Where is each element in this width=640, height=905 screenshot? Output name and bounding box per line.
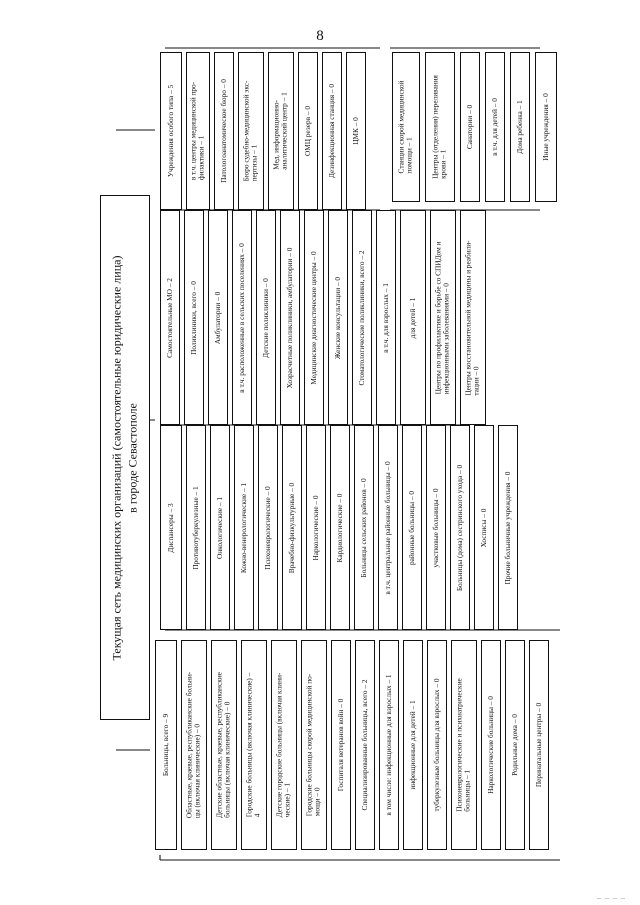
hospitals-item-box	[379, 640, 399, 850]
hospitals-item-label: Больницы, всего – 9	[160, 713, 170, 777]
polyclinics-item-box	[328, 210, 348, 425]
other-item-label: Станции скорой медицинской помощи – 1	[396, 80, 414, 174]
polyclinics-item-label: Центры по профилактике и борьбе со СПИДом и инфекционными заболеваниями – 0	[433, 241, 451, 394]
special-item-label: Учреждения особого типа – 5	[165, 84, 175, 178]
hospitals-item-box	[271, 640, 297, 850]
dispensaries-item-box	[474, 425, 494, 630]
dispensaries-item-box	[186, 425, 206, 630]
dispensaries-item-label: Противотуберкулезные – 1	[190, 485, 200, 570]
special-item-label: в т.ч. центры медицинской про- филактики – 1	[188, 81, 206, 181]
polyclinics-item-label: Хозрасчетные поликлиники, амбулатории – 0	[284, 247, 294, 388]
other-item-label: Центры (отделения) переливания крови – 1	[430, 75, 448, 179]
dispensaries-item-box	[402, 425, 422, 630]
dispensaries-item-label: Врачебно-физкультурные – 0	[286, 482, 296, 573]
dispensaries-item-label: Больницы (дома) сестринского ухода – 0	[454, 464, 464, 591]
dispensaries-item-label: в т.ч. центральные районные больницы – 0	[382, 460, 392, 595]
hospitals-item-label: Детские областные, краевые, республиканские больницы (включая клинические) – 0	[214, 672, 232, 818]
other-item-box	[460, 52, 480, 202]
dispensaries-item-box	[282, 425, 302, 630]
polyclinics-item-label: Центры восстановительной медицины и реабили- тации – 0	[463, 239, 481, 396]
hospitals-item-box	[155, 640, 177, 850]
polyclinics-item-box	[232, 210, 252, 425]
hospitals-item-label: Перинатальные центры – 0	[533, 702, 543, 788]
dispensaries-item-box	[354, 425, 374, 630]
dispensaries-item-label: Онкологические – 1	[214, 496, 224, 559]
polyclinics-item-box	[184, 210, 204, 425]
dispensaries-item-box	[160, 425, 182, 630]
dispensaries-item-label: районные больницы – 0	[406, 490, 416, 565]
hospitals-item-label: Госпиталя ветеранов войн – 0	[335, 698, 345, 792]
polyclinics-item-label: Медицинские диагностические центры – 0	[308, 250, 318, 385]
special-item-box	[214, 52, 234, 210]
hospitals-item-box	[241, 640, 267, 850]
other-item-label: Санатории – 0	[464, 104, 474, 150]
polyclinics-item-box	[280, 210, 300, 425]
special-item-box	[238, 52, 264, 210]
hospitals-item-label: туберкулезные больницы для взрослых – 0	[431, 678, 441, 812]
hospitals-item-label: Родильные дома – 0	[509, 714, 519, 776]
special-item-box	[160, 52, 182, 210]
special-item-label: Бюро судебно-медицинской экс- пертизы – 1	[241, 80, 259, 182]
special-item-label: ЦМК – 0	[350, 117, 360, 145]
polyclinics-item-label: Детские поликлиники – 0	[260, 277, 270, 358]
polyclinics-item-label: Стоматологические поликлиники, всего – 2	[356, 249, 366, 386]
polyclinics-item-box	[460, 210, 486, 425]
dispensaries-item-label: Кожно-венерологические – 1	[238, 482, 248, 573]
other-item-label: в т.ч. для детей – 0	[489, 98, 499, 156]
footer-mark: – – – –	[597, 893, 626, 902]
hospitals-item-label: Психоневрологические и психиатрические больницы – 1	[454, 678, 472, 812]
dispensaries-item-label: Прочие больничные учреждения – 0	[502, 471, 512, 584]
dispensaries-item-label: Хосписы – 0	[478, 508, 488, 547]
hospitals-item-box	[481, 640, 501, 850]
hospitals-item-box	[403, 640, 423, 850]
polyclinics-item-box	[256, 210, 276, 425]
dispensaries-item-box	[450, 425, 470, 630]
dispensaries-item-label: Больницы сельских районов – 0	[358, 477, 368, 578]
hospitals-item-box	[451, 640, 477, 850]
polyclinics-item-box	[352, 210, 372, 425]
title-line-2: в городе Севастополе	[125, 402, 139, 513]
hospitals-item-box	[301, 640, 327, 850]
dispensaries-item-box	[234, 425, 254, 630]
special-item-label: Патологоанатомическое бюро – 0	[218, 79, 228, 183]
dispensaries-item-box	[378, 425, 398, 630]
hospitals-item-label: Городские больницы скорой медицинской по- мощи – 0	[304, 673, 322, 817]
special-item-label: Мед. информационно- аналитический центр – 1	[271, 92, 289, 170]
chart-title-box	[100, 195, 150, 720]
dispensaries-item-box	[258, 425, 278, 630]
other-item-box	[535, 52, 557, 202]
polyclinics-item-box	[208, 210, 228, 425]
dispensaries-item-label: участковые больницы – 0	[430, 487, 440, 568]
polyclinics-item-box	[304, 210, 324, 425]
dispensaries-item-box	[426, 425, 446, 630]
polyclinics-item-box	[430, 210, 456, 425]
title-line-1: Текущая сеть медицинских организаций (самостоятельные юридические лица)	[109, 255, 124, 660]
polyclinics-item-label: Амбулатории – 0	[212, 291, 222, 344]
hospitals-item-label: Городские больницы (включая клинические) – 4	[244, 672, 262, 818]
dispensaries-item-label: Кардиологические – 0	[334, 493, 344, 562]
hospitals-item-box	[181, 640, 207, 850]
dispensaries-item-label: Наркологические – 0	[310, 494, 320, 561]
polyclinics-item-label: в т.ч. для взрослых – 1	[380, 282, 390, 353]
hospitals-item-label: Областные, краевые, республиканские больни- цы (включая клинические) – 0	[184, 671, 202, 819]
special-item-box	[346, 52, 366, 210]
hospitals-item-box	[505, 640, 525, 850]
hospitals-item-box	[355, 640, 375, 850]
special-item-box	[268, 52, 294, 210]
special-item-box	[322, 52, 342, 210]
dispensaries-item-label: Диспансеры – 3	[165, 502, 175, 553]
polyclinics-item-label: в т.ч. расположенные в сельских поселениях – 0	[236, 242, 246, 393]
hospitals-item-box	[211, 640, 237, 850]
polyclinics-item-box	[376, 210, 396, 425]
special-item-label: Дезинфекционная станция – 0	[326, 83, 336, 179]
polyclinics-item-box	[160, 210, 180, 425]
other-item-box	[425, 52, 455, 202]
polyclinics-item-label: Самостоятельные МО – 2	[164, 277, 174, 358]
hospitals-item-box	[331, 640, 351, 850]
polyclinics-item-label: для детей – 1	[407, 297, 417, 338]
special-item-box	[186, 52, 210, 210]
other-item-label: Иные учреждения – 0	[540, 93, 550, 161]
hospitals-item-label: в том числе: инфекционные для взрослых – 1	[383, 674, 393, 816]
other-item-box	[392, 52, 420, 202]
hospitals-item-label: инфекционные для детей – 1	[407, 700, 417, 790]
hospitals-item-label: Наркологические больницы – 0	[485, 696, 495, 794]
other-item-box	[510, 52, 530, 202]
other-item-box	[485, 52, 505, 202]
hospitals-item-label: Детские городские больницы (включая клини- ческие) – 1	[274, 672, 292, 818]
dispensaries-item-box	[210, 425, 230, 630]
polyclinics-item-box	[400, 210, 426, 425]
dispensaries-item-box	[330, 425, 350, 630]
special-item-box	[298, 52, 318, 210]
polyclinics-item-label: Женские консультации – 0	[332, 276, 342, 359]
hospitals-item-box	[529, 640, 549, 850]
hospitals-item-label: Специализированные больницы, всего – 2	[359, 679, 369, 811]
polyclinics-item-label: Поликлиники, всего – 0	[188, 280, 198, 355]
special-item-label: ОМЦ резерв – 0	[302, 106, 312, 156]
page-number: 8	[316, 28, 324, 44]
hospitals-item-box	[427, 640, 447, 850]
dispensaries-item-box	[306, 425, 326, 630]
other-item-label: Дома ребенка – 1	[514, 100, 524, 154]
dispensaries-item-label: Психоневрологические – 0	[262, 485, 272, 570]
dispensaries-item-box	[498, 425, 518, 630]
